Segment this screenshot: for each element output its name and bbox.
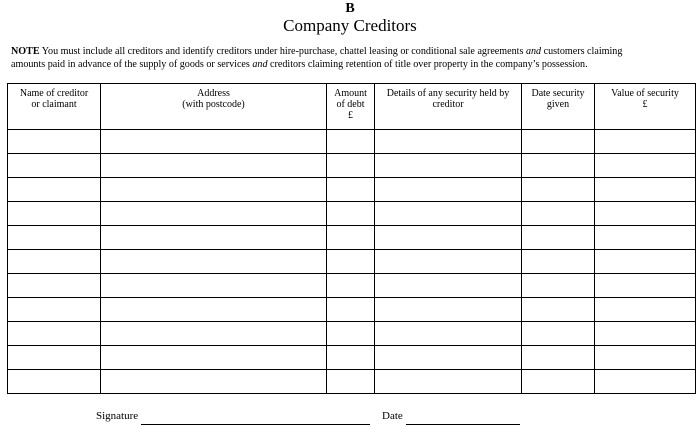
table-cell[interactable] [522, 274, 595, 298]
table-cell[interactable] [595, 178, 696, 202]
table-cell[interactable] [101, 130, 327, 154]
table-cell[interactable] [375, 202, 522, 226]
table-cell[interactable] [595, 370, 696, 394]
note-line1-b: customers claiming [541, 46, 623, 57]
table-cell[interactable] [327, 298, 375, 322]
table-cell[interactable] [8, 202, 101, 226]
page-title: Company Creditors [283, 16, 417, 35]
table-cell[interactable] [375, 274, 522, 298]
table-cell[interactable] [8, 298, 101, 322]
note-line1-and: and [525, 46, 542, 57]
table-cell[interactable] [8, 322, 101, 346]
note-text [11, 45, 700, 71]
note-line2-b: creditors claiming retention of title over property in the company’s possession. [267, 59, 588, 70]
table-cell[interactable] [327, 274, 375, 298]
table-row [8, 322, 696, 346]
table-cell[interactable] [375, 322, 522, 346]
table-cell[interactable] [595, 346, 696, 370]
table-cell[interactable] [8, 250, 101, 274]
date-field[interactable] [406, 424, 520, 425]
table-cell[interactable] [595, 250, 696, 274]
table-cell[interactable] [522, 154, 595, 178]
table-cell[interactable] [522, 202, 595, 226]
table-cell[interactable] [8, 178, 101, 202]
table-cell[interactable] [595, 298, 696, 322]
table-header-row [8, 84, 696, 130]
col-header-value: Value of security £ [595, 84, 696, 130]
table-cell[interactable] [327, 250, 375, 274]
table-cell[interactable] [595, 202, 696, 226]
table-cell[interactable] [101, 178, 327, 202]
table-row [8, 370, 696, 394]
table-row [8, 154, 696, 178]
table-cell[interactable] [101, 322, 327, 346]
table-cell[interactable] [101, 250, 327, 274]
table-row [8, 250, 696, 274]
table-cell[interactable] [375, 298, 522, 322]
col-header-address: Address (with postcode) [101, 84, 327, 130]
table-row [8, 226, 696, 250]
table-cell[interactable] [8, 370, 101, 394]
table-cell[interactable] [375, 178, 522, 202]
table-row [8, 178, 696, 202]
table-cell[interactable] [101, 298, 327, 322]
table-cell[interactable] [522, 226, 595, 250]
col-header-name: Name of creditor or claimant [8, 84, 101, 130]
table-cell[interactable] [522, 130, 595, 154]
table-row [8, 298, 696, 322]
note-line2-and: and [252, 59, 268, 70]
note-line1-a: You must include all creditors and identify creditors under hire-purchase, chattel leasing or conditional sale agreements [39, 46, 526, 57]
table-cell[interactable] [595, 130, 696, 154]
note-label: NOTE [11, 46, 40, 57]
table-cell[interactable] [101, 154, 327, 178]
table-cell[interactable] [522, 178, 595, 202]
table-cell[interactable] [327, 346, 375, 370]
table-row [8, 202, 696, 226]
table-cell[interactable] [327, 202, 375, 226]
table-cell[interactable] [101, 274, 327, 298]
table-cell[interactable] [522, 298, 595, 322]
signature-field[interactable] [141, 424, 370, 425]
table-cell[interactable] [522, 346, 595, 370]
section-letter: B [345, 1, 355, 16]
table-cell[interactable] [375, 154, 522, 178]
table-cell[interactable] [595, 226, 696, 250]
table-cell[interactable] [327, 322, 375, 346]
creditors-table [7, 83, 696, 394]
col-header-date: Date security given [522, 84, 595, 130]
table-cell[interactable] [101, 226, 327, 250]
table-cell[interactable] [101, 370, 327, 394]
table-cell[interactable] [522, 370, 595, 394]
table-cell[interactable] [327, 226, 375, 250]
table-cell[interactable] [595, 154, 696, 178]
table-cell[interactable] [522, 322, 595, 346]
table-cell[interactable] [327, 130, 375, 154]
table-cell[interactable] [8, 274, 101, 298]
table-cell[interactable] [522, 250, 595, 274]
table-cell[interactable] [327, 178, 375, 202]
table-cell[interactable] [375, 130, 522, 154]
table-row [8, 346, 696, 370]
table-cell[interactable] [101, 346, 327, 370]
col-header-amount: Amount of debt £ [327, 84, 375, 130]
table-cell[interactable] [375, 226, 522, 250]
signature-label: Signature [96, 410, 139, 422]
table-cell[interactable] [375, 370, 522, 394]
table-cell[interactable] [595, 274, 696, 298]
table-cell[interactable] [101, 202, 327, 226]
table-row [8, 274, 696, 298]
date-label: Date [382, 410, 403, 422]
table-cell[interactable] [8, 130, 101, 154]
table-row [8, 130, 696, 154]
table-cell[interactable] [595, 322, 696, 346]
table-cell[interactable] [327, 370, 375, 394]
table-cell[interactable] [8, 154, 101, 178]
table-cell[interactable] [8, 226, 101, 250]
table-cell[interactable] [375, 250, 522, 274]
note-line2-a: amounts paid in advance of the supply of goods or services [11, 59, 253, 70]
table-cell[interactable] [8, 346, 101, 370]
table-cell[interactable] [327, 154, 375, 178]
table-cell[interactable] [375, 346, 522, 370]
col-header-security: Details of any security held by creditor [375, 84, 522, 130]
